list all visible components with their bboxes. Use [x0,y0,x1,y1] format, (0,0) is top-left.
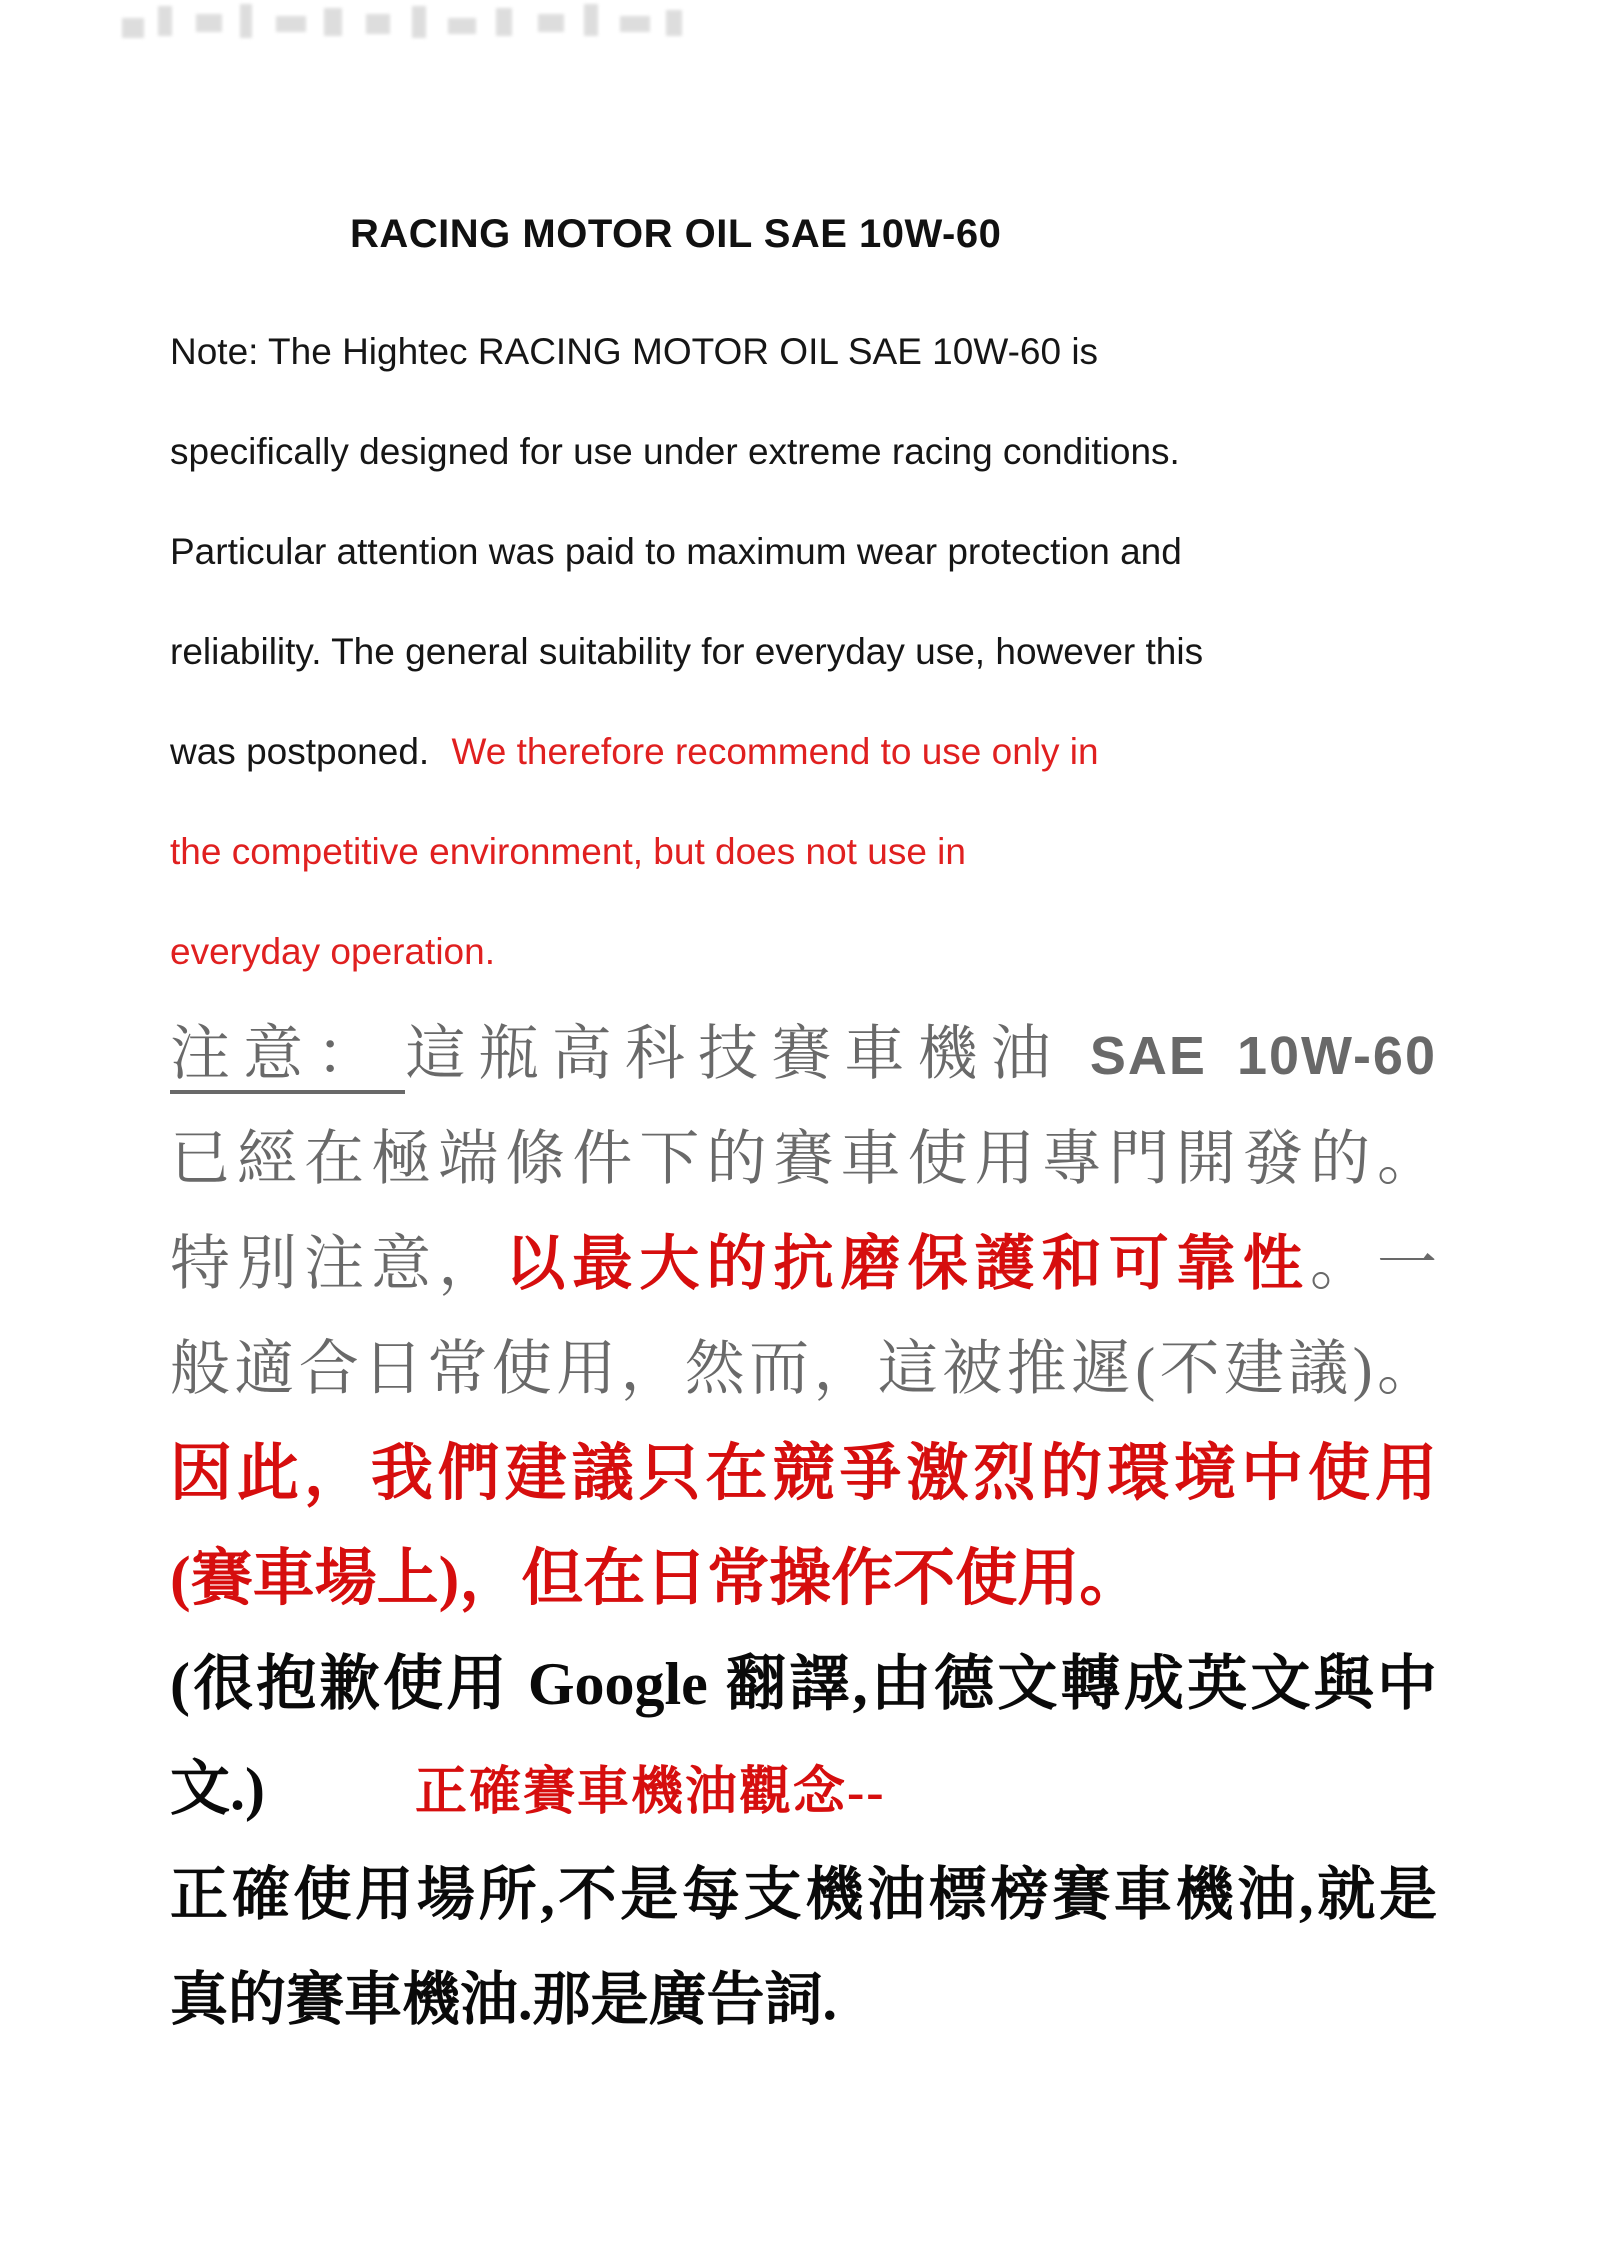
zh-line-1-text: 這瓶高科技賽車機油 [405,1021,1064,1087]
en-line-5 [170,702,1437,802]
zh-line-3-gray: 特別注意， [170,1231,506,1297]
zh-line-1-latin: SAE 10W-60 [1089,1026,1437,1086]
zh-line-8-black: 文.) [170,1756,265,1822]
zh-line-9: 正確使用場所,不是每支機油標榜賽車機油,就是 [170,1862,1437,1927]
zh-line-1 [170,1002,1437,1107]
zh-line-3-tail: 。一 [1309,1231,1438,1297]
zh-line-10: 真的賽車機油.那是廣告詞. [170,1967,838,2032]
en-line-5-red: We therefore recommend to use only in [451,731,1099,772]
en-line-6: the competitive environment, but does not use in [170,831,966,872]
zh-line-3 [170,1212,1437,1317]
document-title: RACING MOTOR OIL SAE 10W-60 [350,212,1002,256]
zh-line-4: 般適合日常使用，然而，這被推遲(不建議)。 [170,1336,1437,1402]
zh-line-1-underlined: 注意： [170,1021,405,1094]
scan-artifact [118,0,688,46]
en-line-7: everyday operation. [170,931,495,972]
chinese-paragraph [170,1002,1437,2052]
english-paragraph [170,302,1437,1002]
en-line-4: reliability. The general suitability for everyday use, however this [170,631,1204,672]
zh-line-5: 因此，我們建議只在競爭激烈的環境中使用 [170,1440,1437,1508]
zh-line-6: (賽車場上)，但在日常操作不使用。 [170,1545,1142,1613]
zh-line-8-red: 正確賽車機油觀念-- [414,1764,886,1821]
zh-line-2: 已經在極端條件下的賽車使用專門開發的。 [170,1126,1437,1192]
en-line-2: specifically designed for use under extreme racing conditions. [170,431,1180,472]
en-line-3: Particular attention was paid to maximum wear protection and [170,531,1182,572]
zh-line-8 [170,1737,1437,1842]
en-line-5-black: was postponed. [170,731,430,772]
en-line-1: Note: The Hightec RACING MOTOR OIL SAE 10W-60 is [170,331,1099,372]
zh-line-7: (很抱歉使用 Google 翻譯,由德文轉成英文與中 [170,1651,1437,1717]
zh-line-3-red: 以最大的抗磨保護和可靠性 [505,1231,1310,1297]
